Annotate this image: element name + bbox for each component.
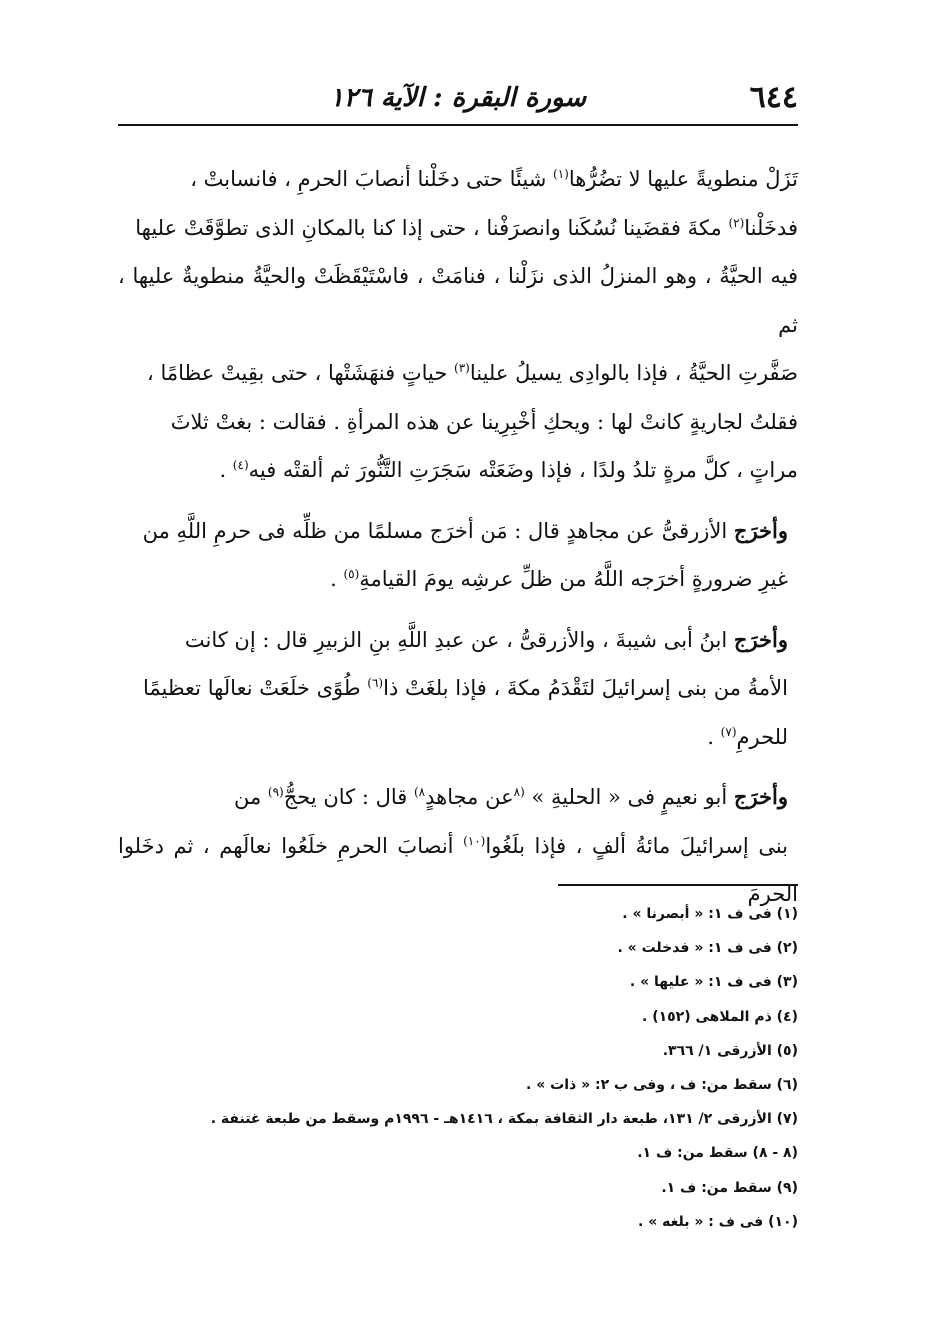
- footnote: (١٠) فى ف : « بلغه » .: [638, 1213, 798, 1230]
- page-number: ٦٤٤: [749, 80, 798, 115]
- footnote-ref: (٨: [513, 785, 525, 799]
- paragraph-lead: وأخرَج: [733, 517, 788, 543]
- paragraph-lead: وأخرَج: [733, 784, 788, 809]
- footnote: (٢) فى ف ١: « فدخلت » .: [617, 940, 798, 957]
- page-header: [118, 78, 798, 118]
- footnote-rule: [558, 884, 798, 886]
- text-line: غيرِ ضرورةٍ أخرَجه اللَّهُ من ظلِّ عرشِه يومَ القيامةِ$^{(٥)}$ .: [330, 567, 788, 591]
- text-line: صَفَّرتِ الحيَّةُ ، فإذا بالوادِى يسيلُ علينا$^{(٣)}$ حياتٍ فنهَشَتْها ، حتى بقِيتْ عظامًا ،: [147, 361, 798, 385]
- footnote: (٦) سقط من: ف ، وفى ب ٢: « ذات » .: [526, 1077, 798, 1094]
- footnote-ref: (٢): [728, 215, 745, 230]
- text-line: وأخرَج الأزرقىُّ عن مجاهدٍ قال : مَن أخرَج مسلمًا من ظلِّه فى حرمِ اللَّهِ من: [142, 517, 788, 543]
- text-line: فدخَلْنا$^{(٢)}$ مكةَ فقضَينا نُسُكَنا وانصرَفْنا ، حتى إذا كنا بالمكانِ الذى تطوَّقَتْ عليها: [135, 215, 798, 240]
- text-line: فيه الحيَّةُ ، وهو المنزلُ الذى نزَلْنا ، فنامَتْ ، فاسْتَيْقَظَتْ والحيَّةُ منطويةٌ عليها ، ثم: [118, 264, 798, 337]
- footnotes: [118, 897, 798, 1239]
- footnote-ref: (١): [553, 167, 569, 181]
- footnote-ref: (٣): [454, 361, 470, 375]
- text-line: فقلتُ لجاريةٍ كانتْ لها : ويحكِ أخْبِرِينا عن هذه المرأةِ . فقالت : بغتْ ثلاثَ: [170, 409, 798, 434]
- footnote-ref: (٤): [232, 458, 249, 472]
- footnote-ref: ٨): [413, 785, 426, 799]
- footnote: (٤) ذم الملاهى (١٥٢) .: [642, 1008, 798, 1025]
- paragraph-3: [118, 616, 798, 762]
- running-title: سورة البقرة : الآية ١٢٦: [329, 83, 587, 113]
- footnote: (٥) الأزرقى ١/ ٣٦٦.: [662, 1042, 798, 1059]
- footnote-ref: (٦): [367, 676, 384, 690]
- text-line: وأخرَج ابنُ أبى شيبةَ ، والأزرقىُّ ، عن عبدِ اللَّهِ بنِ الزبيرِ قال : إن كانت: [184, 626, 788, 652]
- text-line: وأخرَج أبو نعيمٍ فى « الحليةِ » $^{(٨}$عن مجاهدٍ$^{٨)}$ قال : كان يحجُّ$^{(٩)}$ من: [233, 784, 788, 809]
- paragraph-1: [118, 155, 798, 495]
- footnote: (٣) فى ف ١: « عليها » .: [629, 974, 798, 991]
- text-line: الأمةُ من بنى إسرائيلَ لتَقْدَمُ مكةَ ، فإذا بلغَتْ ذا$^{(٦)}$ طُوًى خلَعَتْ نعالَها تعظيمًا: [142, 676, 788, 700]
- footnote-ref: (٧): [720, 724, 737, 739]
- text-line: تَزَلْ منطويةً عليها لا تضُرُّها$^{(١)}$ شيئًا حتى دخَلْنا أنصابَ الحرمِ ، فانسابتْ ،: [190, 167, 798, 191]
- footnote-ref: (٩): [267, 785, 284, 799]
- footnote: (٩) سقط من: ف ١.: [661, 1179, 798, 1196]
- paragraph-2: [118, 507, 798, 604]
- text-line: بنى إسرائيلَ مائةُ ألفٍ ، فإذا بلَغُوا$^{(١٠)}$ أنصابَ الحرمِ خلَعُوا نعالَهم ، ثم دخَلوا الحرمَ: [118, 833, 798, 906]
- paragraph-lead: وأخرَج: [733, 626, 788, 652]
- footnote-ref: (١٠): [463, 833, 486, 848]
- main-text: [118, 155, 798, 919]
- text-line: مراتٍ ، كلَّ مرةٍ تلدُ ولدًا ، فإذا وضَعَتْه سَجَرَتِ التَّنُّورَ ثم ألقتْه فيه$^{(٤)}$ .: [219, 458, 798, 482]
- footnote: (٧) الأزرقى ٢/ ١٣١، طبعة دار الثقافة بمكة ، ١٤١٦هـ - ١٩٩٦م وسقط من طبعة غتنفة .: [210, 1111, 798, 1128]
- footnote: (١) فى ف ١: « أبصرنا » .: [622, 906, 798, 922]
- header-rule: [118, 124, 798, 126]
- text-line: للحرمِ$^{(٧)}$ .: [707, 724, 788, 749]
- footnote-ref: (٥): [343, 567, 360, 581]
- footnote: (٨ - ٨) سقط من: ف ١.: [637, 1145, 798, 1162]
